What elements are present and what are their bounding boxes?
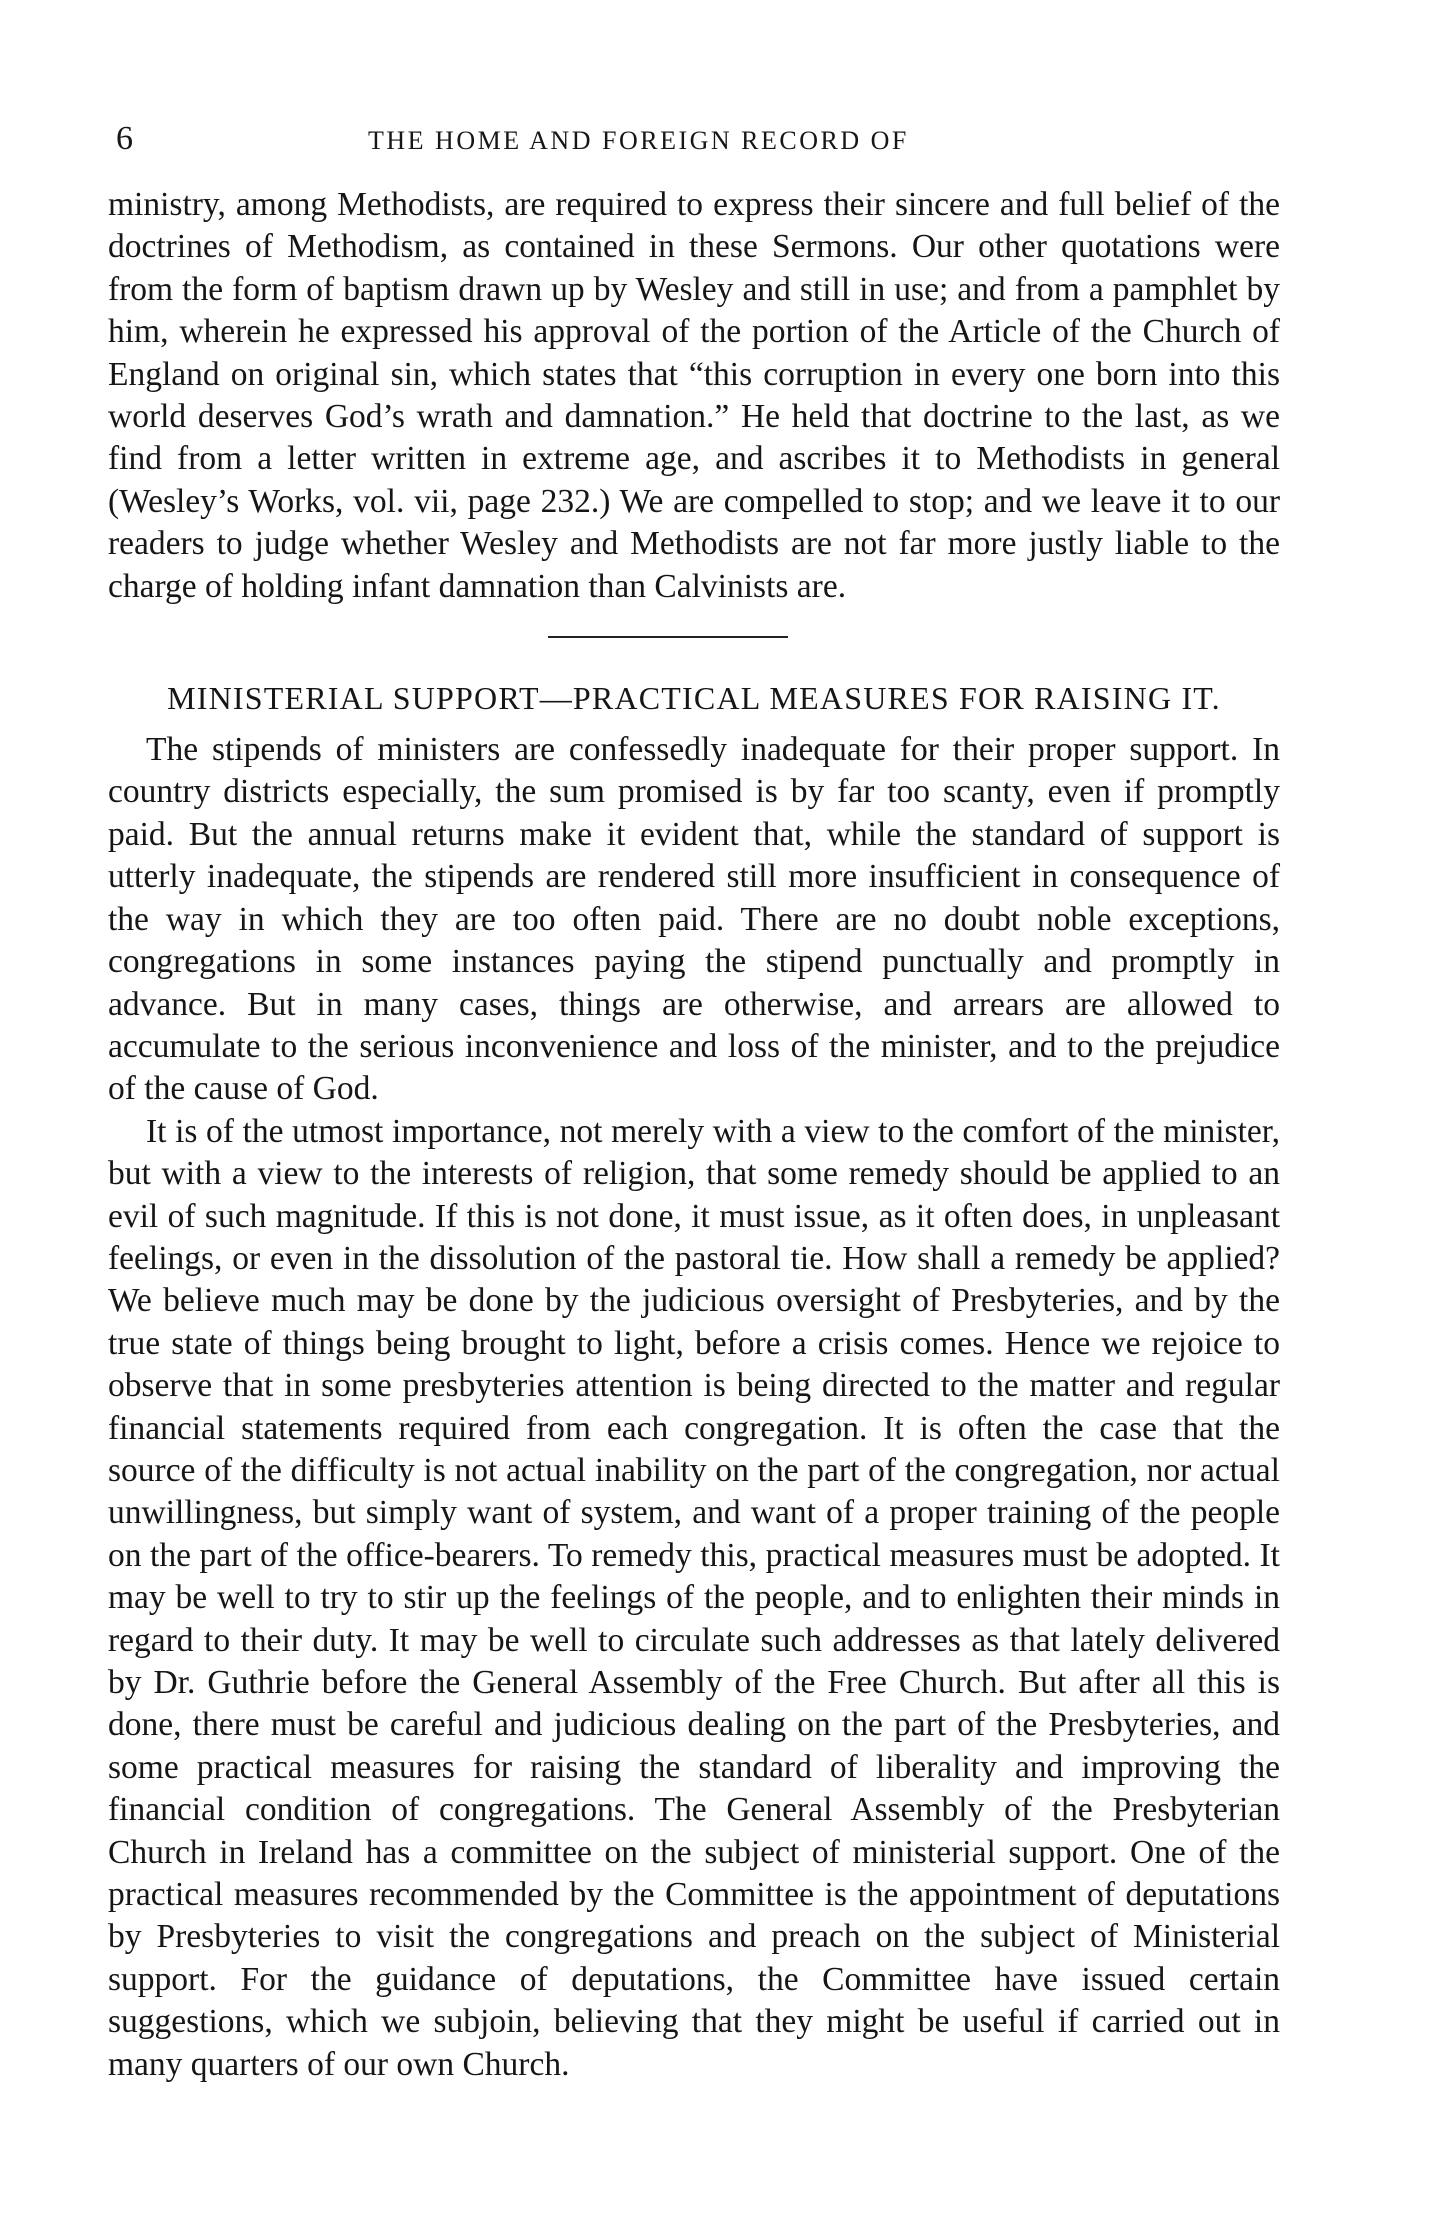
section-heading: MINISTERIAL SUPPORT—PRACTICAL MEASURES FOR RAISING IT. <box>167 680 1221 717</box>
running-title: THE HOME AND FOREIGN RECORD OF <box>368 126 909 155</box>
body-paragraph-first: The stipends of ministers are confessedly inadequate for their proper support. In country districts especially, the sum promised is by far too scanty, even if promptly paid. But the annual returns make it evident that, while the standard of support is utterly inadequate, the stipends are rendered still more insufficient in consequence of the way in which they are too often paid. There are no doubt noble exceptions, congregations in some instances paying the stipend punctually and promptly in advance. But in many cases, things are otherwise, and arrears are allowed to accumulate to the serious inconvenience and loss of the minister, and to the prejudice of the cause of God. <box>108 731 1280 1108</box>
page-number: 6 <box>116 120 133 157</box>
page-header <box>108 120 1280 164</box>
continuation-paragraph: ministry, among Methodists, are required to express their sincere and full belief of the doctrines of Methodism, as contained in these Sermons. Our other quotations were from the form of baptism drawn up by Wesley and still in use; and from a pamphlet by him, wherein he expressed his approval of the portion of the Article of the Church of England on original sin, which states that “this corruption in every one born into this world deserves God’s wrath and damnation.” He held that doctrine to the last, as we find from a letter written in extreme age, and ascribes it to Methodists in general (Wesley’s Works, vol. vii, page 232.) We are compelled to stop; and we leave it to our readers to judge whether Wesley and Methodists are not far more justly liable to the charge of holding infant damnation than Calvinists are. <box>108 186 1280 605</box>
document-page <box>108 120 1280 2086</box>
section-divider <box>548 636 788 638</box>
body-paragraph-second: It is of the utmost importance, not merely with a view to the comfort of the minister, but with a view to the interests of religion, that some remedy should be applied to an evil of such magnitude. If this is not done, it must issue, as it often does, in unpleasant feelings, or even in the dissolution of the pastoral tie. How shall a remedy be applied? We believe much may be done by the judicious oversight of Presbyteries, and by the true state of things being brought to light, before a crisis comes. Hence we rejoice to observe that in some presbyteries attention is being directed to the matter and regular financial statements required from each congregation. It is often the case that the source of the difficulty is not actual inability on the part of the congregation, nor actual unwillingness, but simply want of system, and want of a proper training of the people on the part of the office-bearers. To remedy this, practical measures must be adopted. It may be well to try to stir up the feelings of the people, and to enlighten their minds in regard to their duty. It may be well to circulate such addresses as that lately delivered by Dr. Guthrie before the General Assembly of the Free Church. But after all this is done, there must be careful and judicious dealing on the part of the Presbyteries, and some practical measures for raising the standard of liberality and improving the financial condition of congregations. The General Assembly of the Presbyterian Church in Ireland has a committee on the subject of ministerial support. One of the practical measures recommended by the Committee is the appointment of deputations by Presbyteries to visit the congregations and preach on the subject of Ministerial support. For the guidance of deputations, the Committee have issued certain suggestions, which we subjoin, believing that they might be useful if carried out in many quarters of our own Church. <box>108 1112 1280 2083</box>
